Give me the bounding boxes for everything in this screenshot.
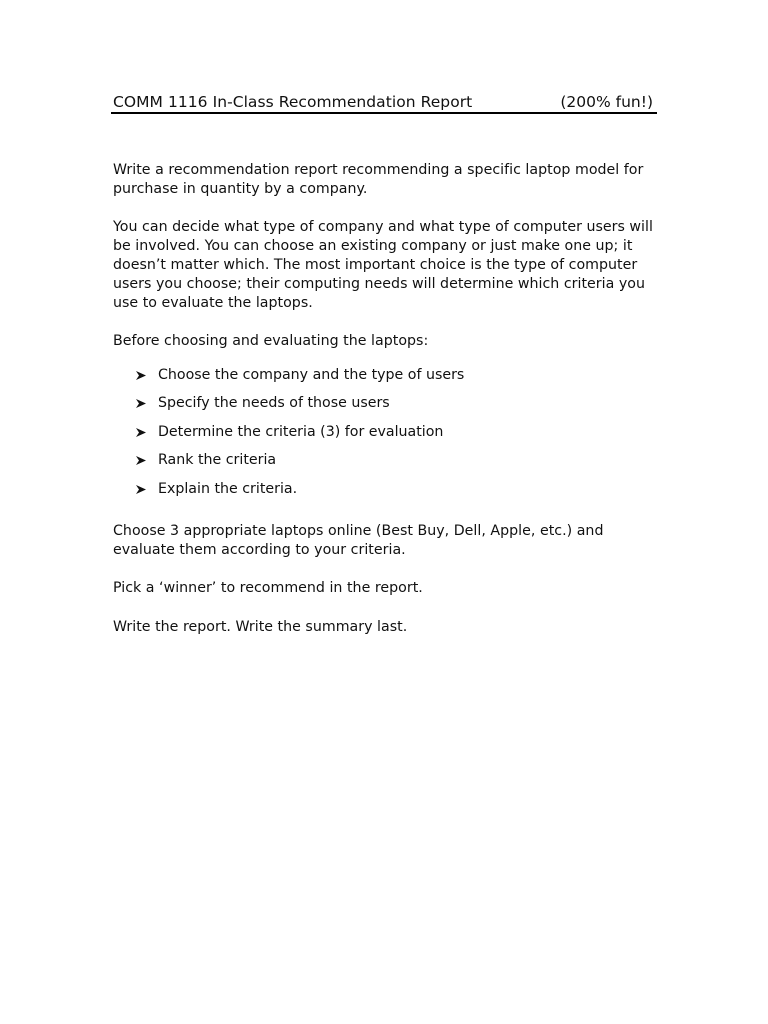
arrowhead-bullet-icon [136, 485, 146, 494]
list-item-text: Explain the criteria. [158, 480, 298, 497]
company-paragraph: You can decide what type of company and what type of computer users will be involved. You can choose an existing company or just make one up; it doesn’t matter which. The most important choice is the type of computer users you choose; their computing needs will determine which criteria you use to evaluate the laptops. [113, 219, 653, 311]
list-item-text: Determine the criteria (3) for evaluation [158, 423, 444, 440]
document-header [111, 92, 657, 114]
arrowhead-bullet-icon [136, 456, 146, 465]
pick-winner-paragraph: Pick a ‘winner’ to recommend in the report. [113, 580, 423, 596]
write-report-paragraph: Write the report. Write the summary last. [113, 619, 408, 635]
arrowhead-bullet-icon [136, 428, 146, 437]
page-title: COMM 1116 In-Class Recommendation Report [113, 93, 473, 111]
arrowhead-bullet-icon [136, 399, 146, 408]
list-item-text: Specify the needs of those users [158, 395, 390, 412]
before-choosing-paragraph: Before choosing and evaluating the laptops: [113, 333, 429, 349]
intro-paragraph: Write a recommendation report recommending a specific laptop model for purchase in quantity by a company. [113, 162, 644, 197]
choose-laptops-paragraph: Choose 3 appropriate laptops online (Best Buy, Dell, Apple, etc.) and evaluate them according to your criteria. [113, 523, 604, 558]
arrowhead-bullet-icon [136, 371, 146, 380]
header-tagline: (200% fun!) [560, 93, 653, 111]
list-item-text: Choose the company and the type of users [158, 367, 465, 383]
list-item-text: Rank the criteria [158, 452, 277, 469]
